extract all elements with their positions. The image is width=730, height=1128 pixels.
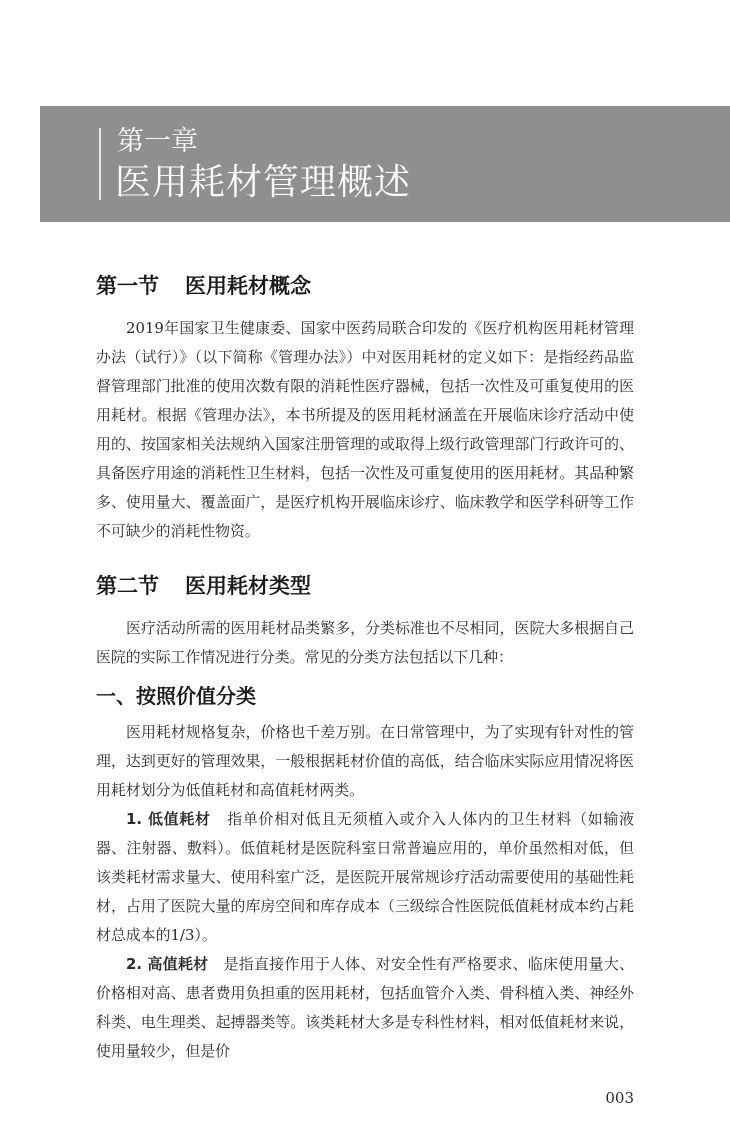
- low-value-text: 指单价相对低且无须植入或介入人体内的卫生材料（如输液器、注射器、敷料）。低值耗材是医院科室日常普遍应用的，单价虽然相对低，但该类耗材需求量大、使用科室广泛，是医院开展常规诊疗活动需要使用的基础性耗材，占用了医院大量的库房空间和库存成本（三级综合性医院低值耗材成本约占耗材总成本的1/3）。: [96, 810, 634, 944]
- section-1-number: 第一节: [96, 273, 159, 298]
- term-low-value: 1. 低值耗材: [126, 810, 211, 828]
- page-body: [96, 0, 634, 1128]
- section-1-heading: [96, 272, 634, 300]
- term-high-value: 2. 高值耗材: [126, 955, 209, 973]
- subsection-heading: 一、按照价值分类: [96, 684, 256, 708]
- section-1-title: 医用耗材概念: [185, 273, 311, 298]
- list-item-high-value: [96, 950, 634, 1066]
- section-2-number: 第二节: [96, 573, 159, 598]
- chapter-title: 医用耗材管理概述: [115, 162, 412, 203]
- high-value-text: 是指直接作用于人体、对安全性有严格要求、临床使用量大、价格相对高、患者费用负担重的医用耗材，包括血管介入类、骨科植入类、神经外科类、电生理类、起搏器类等。该类耗材大多是专科性材料，相对低值耗材来说，使用量较少，但是价: [96, 955, 634, 1060]
- subsection-paragraph: 医用耗材规格复杂，价格也千差万别。在日常管理中，为了实现有针对性的管理，达到更好的管理效果，一般根据耗材价值的高低，结合临床实际应用情况将医用耗材划分为低值耗材和高值耗材两类。: [96, 723, 634, 799]
- section-2-paragraph: 医疗活动所需的医用耗材品类繁多，分类标准也不尽相同，医院大多根据自己医院的实际工作情况进行分类。常见的分类方法包括以下几种：: [96, 619, 634, 666]
- chapter-number: 第一章: [117, 126, 198, 157]
- page-number: 003: [605, 1089, 634, 1107]
- list-item-low-value: [96, 805, 634, 950]
- section-1-paragraph: 2019年国家卫生健康委、国家中医药局联合印发的《医疗机构医用耗材管理办法（试行）》（以下简称《管理办法》）中对医用耗材的定义如下：是指经药品监督管理部门批准的使用次数有限的消耗性医疗器械，包括一次性及可重复使用的医用耗材。根据《管理办法》，本书所提及的医用耗材涵盖在开展临床诊疗活动中使用的、按国家相关法规纳入国家注册管理的或取得上级行政管理部门行政许可的、具备医疗用途的消耗性卫生材料，包括一次性及可重复使用的医用耗材。其品种繁多、使用量大、覆盖面广，是医疗机构开展临床诊疗、临床教学和医学科研等工作不可缺少的消耗性物资。: [96, 319, 634, 540]
- section-2-title: 医用耗材类型: [185, 573, 311, 598]
- section-2-heading: [96, 572, 634, 600]
